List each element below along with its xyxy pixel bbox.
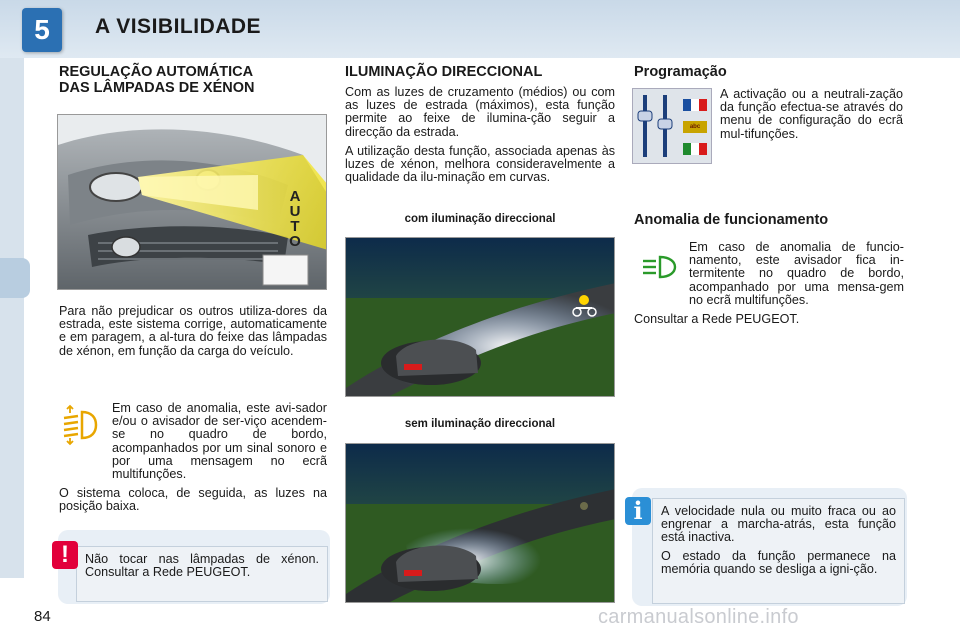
menu-flag-label: abc — [689, 124, 701, 130]
xenon-description — [59, 305, 327, 364]
paragraph: A utilização desta função, associada apenas às luzes de xénon, melhora consideravelmente a qualidade da ilu-minação em curvas. — [345, 143, 615, 185]
info-note-text: A velocidade nula ou muito fraca ou ao engrenar a marcha-atrás, esta função está inactiva. — [661, 504, 896, 545]
paragraph: Consultar a Rede PEUGEOT. — [634, 312, 800, 327]
paragraph: Para não prejudicar os outros utiliza-dores da estrada, este sistema corrige, automaticamente e em paragem, a al-tura do feixe das lâmpadas de xénon, em função da carga do veículo. — [59, 304, 327, 358]
info-icon: i — [625, 497, 651, 525]
caption-with-directional: com iluminação direccional — [404, 213, 556, 225]
auto-letter: U — [289, 203, 301, 220]
anomaly-heading: Anomalia de funcionamento — [634, 212, 829, 228]
auto-letter: A — [289, 188, 301, 205]
paragraph: Em caso de anomalia de funcio-namento, este avisador fica in-termitente no quadro de bordo, acompanhado por uma mensa-gem no ecrã multifunções. — [689, 240, 904, 307]
paragraph: Em caso de anomalia, este avi-sador e/ou o avisador de ser-viço acendem-se no quadro de bordo, acompanhados por um sinal sonoro e por uma mensagem no ecrã multifunções. — [112, 401, 327, 482]
paragraph: Com as luzes de cruzamento (médios) ou com as luzes de estrada (máximos), esta função permite ao feixe de ilumina-ção seguir a direcção da estrada. — [345, 85, 615, 139]
page-number: 84 — [34, 608, 51, 625]
section-heading-xenon — [59, 64, 255, 96]
heading-line: REGULAÇÃO AUTOMÁTICA — [59, 64, 254, 80]
chapter-number: 5 — [22, 8, 62, 52]
config-menu-image — [632, 88, 712, 164]
side-band — [0, 58, 24, 578]
section-heading-directional: ILUMINAÇÃO DIRECCIONAL — [345, 64, 543, 80]
page-title: A VISIBILIDADE — [95, 15, 262, 38]
paragraph: O sistema coloca, de seguida, as luzes na posição baixa. — [59, 486, 327, 514]
anomaly-right-text — [634, 241, 904, 332]
auto-lettering — [284, 189, 306, 249]
directional-description — [345, 86, 615, 190]
info-note — [652, 498, 905, 604]
programming-heading: Programação — [634, 64, 727, 80]
anomaly-text — [59, 402, 327, 520]
caption-without-directional: sem iluminação direccional — [404, 418, 556, 430]
warning-note — [76, 546, 328, 602]
road-with-directional-image — [345, 237, 615, 397]
car-headlamp-photo — [57, 114, 327, 290]
auto-letter: T — [290, 218, 300, 235]
road-without-directional-image — [345, 443, 615, 603]
programming-text — [720, 88, 903, 147]
chapter-side-tab — [0, 258, 30, 298]
heading-line: DAS LÂMPADAS DE XÉNON — [59, 80, 255, 96]
watermark: carmanualsonline.info — [598, 606, 799, 628]
auto-letter: O — [289, 233, 301, 250]
paragraph: A activação ou a neutrali-zação da função efectua-se através do menu de configuração do ecrã mul-tifunções. — [720, 87, 903, 141]
warning-icon: ! — [52, 541, 78, 569]
warning-note-text: Não tocar nas lâmpadas de xénon. Consultar a Rede PEUGEOT. — [85, 552, 319, 580]
info-note-text: O estado da função permanece na memória quando se desliga a igni-ção. — [661, 548, 896, 576]
